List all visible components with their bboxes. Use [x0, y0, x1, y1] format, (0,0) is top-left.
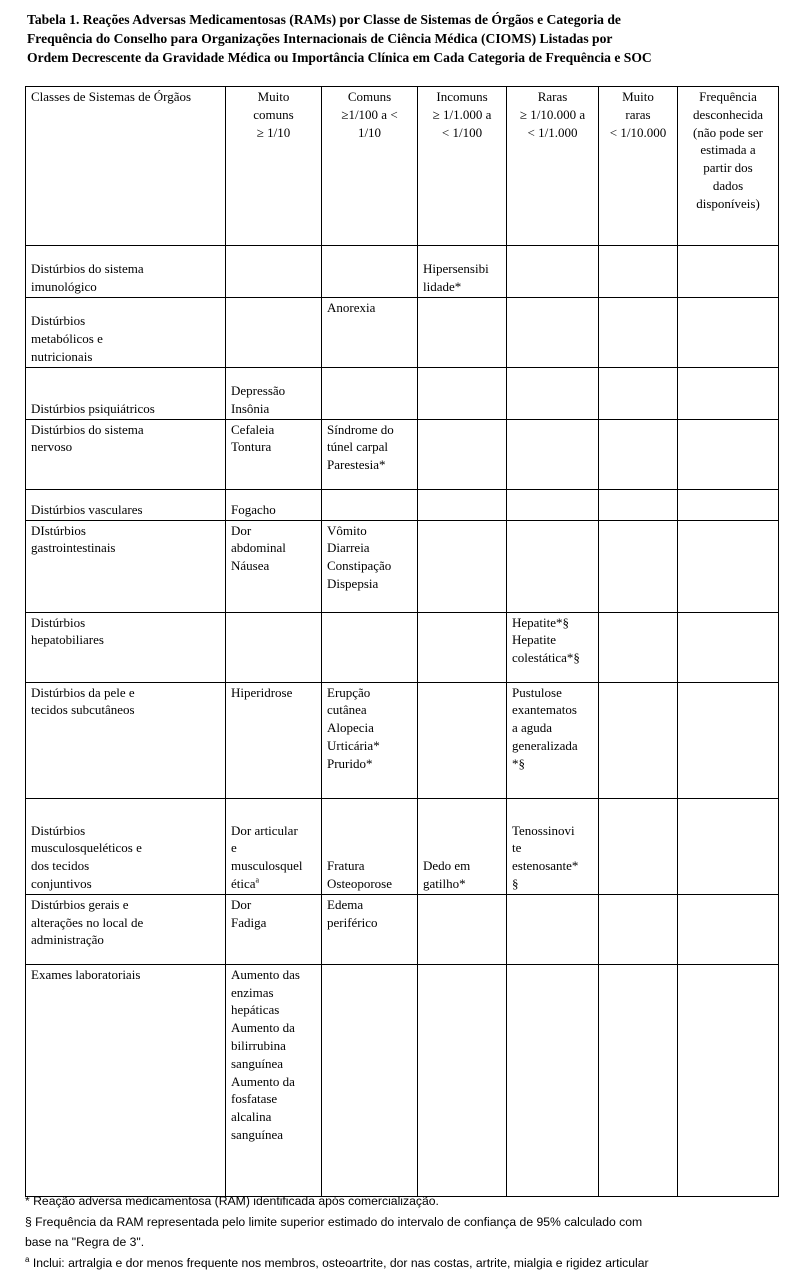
header-row	[26, 87, 779, 246]
cell-line: Constipação	[327, 558, 392, 574]
cell-line: Náusea	[231, 558, 270, 574]
cell-line: Fadiga	[231, 914, 267, 930]
cell-line: DIstúrbios	[31, 522, 86, 538]
cell-line: Aumento da	[231, 1073, 295, 1089]
footnote-frequency: § Frequência da RAM representada pelo limite superior estimado do intervalo de confiança de 95% calculado com	[25, 1214, 643, 1229]
table-body	[26, 246, 779, 1197]
cell-soc	[26, 612, 226, 682]
cell-rare	[507, 682, 599, 798]
cell-very-rare	[599, 297, 678, 367]
cell-line: *§	[512, 755, 525, 771]
cell-line: sanguínea	[231, 1126, 283, 1142]
cell-very-rare	[599, 682, 678, 798]
cell-line: periférico	[327, 914, 378, 930]
cell-uncommon	[418, 682, 507, 798]
cell-very-rare	[599, 419, 678, 489]
cell-line: sanguínea	[231, 1055, 283, 1071]
header-very-common	[226, 87, 322, 246]
cell-line: Dor	[231, 896, 252, 912]
cell-common	[322, 297, 418, 367]
cell-common	[322, 489, 418, 520]
cell-line: Distúrbios gerais e	[31, 896, 129, 912]
cell-line: Tontura	[231, 439, 272, 455]
cell-very-common	[226, 297, 322, 367]
cell-very-common	[226, 798, 322, 894]
title-line: Ordem Decrescente da Gravidade Médica ou Importância Clínica em Cada Categoria de Frequência e SOC	[27, 50, 652, 65]
cell-line: fosfatase	[231, 1091, 278, 1107]
cell-uncommon	[418, 246, 507, 298]
cell-line: < 1/10.000	[609, 124, 667, 140]
title-line: Frequência do Conselho para Organizações Internacionais de Ciência Médica (CIOMS) Listadas por	[27, 31, 613, 46]
cell-line: Tenossinovi	[512, 822, 575, 838]
cell-line: Exames laboratoriais	[31, 966, 141, 982]
cell-rare	[507, 612, 599, 682]
row-skin	[26, 682, 779, 798]
cell-line: Distúrbios vasculares	[31, 501, 143, 517]
cell-line: Classes de Sistemas de Órgãos	[31, 89, 192, 104]
cell-very-common	[226, 520, 322, 612]
cell-line: alcalina	[231, 1109, 272, 1125]
cell-line: Insônia	[231, 400, 270, 416]
cell-very-rare	[599, 894, 678, 964]
row-psychiatric	[26, 367, 779, 419]
cell-rare	[507, 367, 599, 419]
footnote-marker: a	[255, 875, 260, 885]
cell-line: Hepatite*§	[512, 614, 570, 630]
footnote-marker: a	[25, 1254, 30, 1264]
cell-line: ≥1/100 a <	[341, 106, 398, 122]
cell-uncommon	[418, 419, 507, 489]
cell-line: Alopecia	[327, 720, 374, 736]
row-musculoskeletal	[26, 798, 779, 894]
cell-line: Frequência	[699, 89, 757, 104]
cell-very-common	[226, 682, 322, 798]
row-vascular	[26, 489, 779, 520]
cell-unknown	[678, 964, 779, 1196]
cell-line: Distúrbios	[31, 313, 86, 329]
adverse-reactions-table	[25, 86, 779, 1197]
cell-line: Aumento das	[231, 966, 300, 982]
cell-soc	[26, 246, 226, 298]
cell-very-common	[226, 246, 322, 298]
cell-uncommon	[418, 367, 507, 419]
cell-line: Distúrbios	[31, 614, 86, 630]
cell-rare	[507, 489, 599, 520]
cell-line: conjuntivos	[31, 875, 92, 891]
header-unknown	[678, 87, 779, 246]
cell-unknown	[678, 520, 779, 612]
footnote-includes	[25, 1253, 785, 1274]
cell-very-common	[226, 964, 322, 1196]
cell-line: < 1/100	[441, 124, 483, 140]
cell-line: Hipersensibi	[423, 261, 489, 276]
cell-very-common	[226, 894, 322, 964]
cell-unknown	[678, 419, 779, 489]
cell-line: lidade*	[423, 278, 462, 294]
cell-line: Dor	[231, 522, 252, 538]
cell-common	[322, 894, 418, 964]
cell-line: musculosquel	[231, 858, 303, 874]
cell-line: Distúrbios psiquiátricos	[31, 400, 155, 416]
cell-very-rare	[599, 520, 678, 612]
cell-line: §	[512, 875, 519, 891]
cell-line: abdominal	[231, 540, 286, 556]
cell-line: Incomuns	[436, 89, 488, 104]
cell-unknown	[678, 489, 779, 520]
cell-unknown	[678, 367, 779, 419]
cell-line: e	[231, 840, 237, 856]
cell-line: Distúrbios do sistema	[31, 421, 144, 437]
table-title	[27, 10, 777, 67]
cell-unknown	[678, 682, 779, 798]
cell-soc	[26, 419, 226, 489]
cell-line: disponíveis)	[696, 195, 760, 211]
cell-very-common	[226, 367, 322, 419]
cell-line: nervoso	[31, 439, 73, 455]
cell-line: Erupção	[327, 684, 371, 700]
cell-line: Prurido*	[327, 755, 373, 771]
cell-common	[322, 520, 418, 612]
cell-line: desconhecida	[692, 106, 764, 122]
cell-line: Diarreia	[327, 540, 370, 556]
cell-line: Comuns	[347, 89, 392, 104]
cell-line: Anorexia	[327, 299, 376, 315]
cell-line: a aguda	[512, 720, 553, 736]
cell-line: te	[512, 840, 522, 856]
cell-line: Pustulose	[512, 684, 562, 700]
title-line: Tabela 1. Reações Adversas Medicamentosas (RAMs) por Classe de Sistemas de Órgãos e Categoria de	[27, 12, 621, 27]
cell-line: Muito	[622, 89, 654, 104]
header-common	[322, 87, 418, 246]
cell-rare	[507, 894, 599, 964]
cell-soc	[26, 297, 226, 367]
footnote-postmarketing: * Reação adversa medicamentosa (RAM) identificada após comercialização.	[25, 1194, 439, 1208]
cell-line: dados	[712, 177, 744, 193]
cell-line: Edema	[327, 896, 364, 912]
cell-line: Muito	[257, 89, 290, 104]
header-uncommon	[418, 87, 507, 246]
cell-very-common	[226, 489, 322, 520]
row-metabolic	[26, 297, 779, 367]
cell-unknown	[678, 798, 779, 894]
cell-soc	[26, 798, 226, 894]
cell-line: Distúrbios do sistema	[31, 261, 144, 276]
cell-line: ≥ 1/1.000 a	[432, 106, 492, 122]
cell-common	[322, 964, 418, 1196]
cell-line: gastrointestinais	[31, 540, 116, 556]
cell-uncommon	[418, 798, 507, 894]
cell-rare	[507, 419, 599, 489]
cell-line: Urticária*	[327, 737, 380, 753]
cell-rare	[507, 964, 599, 1196]
cell-line: (não pode ser	[692, 124, 764, 140]
cell-rare	[507, 297, 599, 367]
cell-line: Osteoporose	[327, 875, 392, 891]
cell-line: Distúrbios da pele e	[31, 684, 135, 700]
header-very-rare	[599, 87, 678, 246]
cell-line: 1/10	[357, 124, 382, 140]
cell-line: alterações no local de	[31, 914, 144, 930]
row-immune	[26, 246, 779, 298]
cell-line: imunológico	[31, 278, 97, 294]
cell-very-rare	[599, 798, 678, 894]
cell-uncommon	[418, 894, 507, 964]
cell-line: túnel carpal	[327, 439, 388, 455]
cell-very-rare	[599, 612, 678, 682]
cell-line: generalizada	[512, 737, 578, 753]
cell-line: Aumento da	[231, 1020, 295, 1036]
cell-line: Síndrome do	[327, 421, 394, 437]
cell-line: colestática*§	[512, 650, 580, 666]
cell-common	[322, 419, 418, 489]
cell-soc	[26, 520, 226, 612]
cell-uncommon	[418, 964, 507, 1196]
cell-line: administração	[31, 932, 104, 948]
cell-line: gatilho*	[423, 875, 466, 891]
cell-very-rare	[599, 964, 678, 1196]
footnote-frequency-cont: base na "Regra de 3".	[25, 1235, 145, 1249]
cell-line: exantematos	[512, 702, 577, 718]
cell-rare	[507, 520, 599, 612]
cell-line: partir dos	[703, 160, 753, 176]
cell-soc	[26, 367, 226, 419]
row-gastrointestinal	[26, 520, 779, 612]
cell-line: Hepatite	[512, 632, 557, 648]
cell-line: dos tecidos	[31, 858, 90, 874]
cell-common	[322, 367, 418, 419]
cell-uncommon	[418, 612, 507, 682]
cell-very-common	[226, 419, 322, 489]
cell-common	[322, 682, 418, 798]
cell-unknown	[678, 894, 779, 964]
cell-line: Fratura	[327, 858, 365, 874]
row-general	[26, 894, 779, 964]
cell-common	[322, 246, 418, 298]
cell-line: hepáticas	[231, 1002, 280, 1018]
cell-line: tecidos subcutâneos	[31, 702, 135, 718]
cell-rare	[507, 246, 599, 298]
cell-very-rare	[599, 489, 678, 520]
cell-line: musculosqueléticos e	[31, 840, 142, 856]
cell-line: comuns	[253, 106, 294, 122]
cell-line-with-marker	[231, 875, 316, 893]
cell-soc	[26, 682, 226, 798]
cell-line: Hiperidrose	[231, 684, 293, 700]
cell-very-rare	[599, 246, 678, 298]
cell-line: Fogacho	[231, 501, 276, 517]
cell-soc	[26, 964, 226, 1196]
cell-uncommon	[418, 297, 507, 367]
cell-line: Distúrbios	[31, 822, 86, 838]
cell-line: nutricionais	[31, 348, 93, 364]
cell-very-rare	[599, 367, 678, 419]
cell-very-common	[226, 612, 322, 682]
cell-soc	[26, 489, 226, 520]
cell-line: Dedo em	[423, 858, 471, 874]
cell-line: Depressão	[231, 383, 286, 398]
cell-line: ética	[231, 875, 256, 891]
cell-line: estimada a	[700, 142, 756, 158]
cell-line: < 1/1.000	[527, 124, 578, 140]
cell-common	[322, 798, 418, 894]
header-soc	[26, 87, 226, 246]
cell-line: Parestesia*	[327, 457, 386, 473]
footnotes	[25, 1191, 785, 1273]
cell-unknown	[678, 246, 779, 298]
footnote-includes-text: Inclui: artralgia e dor menos frequente nos membros, osteoartrite, dor nas costas, artrite, mialgia e rigidez articular	[29, 1255, 649, 1270]
row-nervous	[26, 419, 779, 489]
cell-line: Raras	[537, 89, 568, 104]
cell-rare	[507, 798, 599, 894]
cell-line: ≥ 1/10	[256, 124, 291, 140]
header-rare	[507, 87, 599, 246]
cell-line: estenosante*	[512, 858, 579, 874]
cell-line: bilirrubina	[231, 1037, 286, 1053]
cell-line: Vômito	[327, 522, 367, 538]
cell-line: ≥ 1/10.000 a	[519, 106, 586, 122]
cell-common	[322, 612, 418, 682]
cell-line: hepatobiliares	[31, 632, 104, 648]
cell-unknown	[678, 297, 779, 367]
cell-line: metabólicos e	[31, 331, 103, 346]
cell-line: cutânea	[327, 702, 367, 718]
cell-line: Dor articular	[231, 822, 298, 838]
cell-uncommon	[418, 520, 507, 612]
cell-line: Dispepsia	[327, 575, 379, 591]
cell-line: enzimas	[231, 984, 274, 1000]
row-laboratory	[26, 964, 779, 1196]
cell-soc	[26, 894, 226, 964]
cell-line: Cefaleia	[231, 421, 275, 437]
row-hepatobiliary	[26, 612, 779, 682]
cell-line: raras	[625, 106, 651, 122]
cell-uncommon	[418, 489, 507, 520]
cell-unknown	[678, 612, 779, 682]
